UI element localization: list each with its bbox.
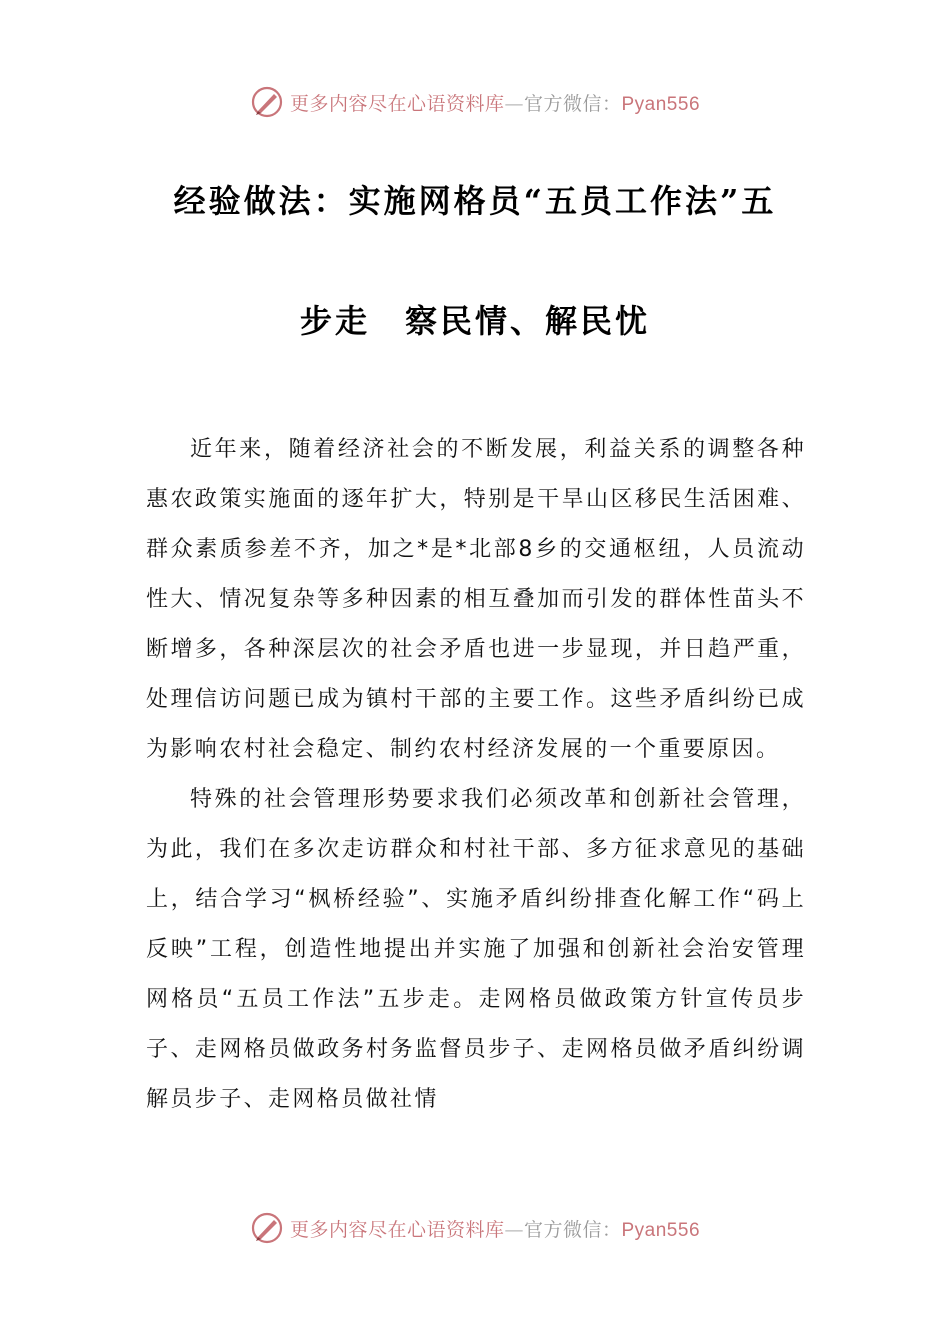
paragraph-1: 近年来，随着经济社会的不断发展，利益关系的调整各种惠农政策实施面的逐年扩大，特别是干旱山区移民生活困难、群众素质参差不齐，加之*是*北部8乡的交通枢纽，人员流动性大、情况复杂等多种因素的相互叠加而引发的群体性苗头不断增多，各种深层次的社会矛盾也进一步显现，并日趋严重，处理信访问题已成为镇村干部的主要工作。这些矛盾纠纷已成为影响农村社会稳定、制约农村经济发展的一个重要原因。 (146, 437, 806, 762)
watermark-wechat-id: Pyan556 (621, 93, 701, 115)
watermark-text (290, 1215, 700, 1242)
watermark-separator: — (504, 1218, 524, 1241)
document-title-line-1: 经验做法：实施网格员“五员工作法”五 (173, 182, 777, 220)
document-body (146, 425, 806, 1125)
watermark-label: 官方微信： (523, 92, 622, 115)
document-title-line-2: 步走 察民情、解民忧 (299, 302, 650, 340)
footer-watermark (0, 1208, 950, 1248)
watermark-separator: — (504, 92, 524, 115)
watermark-site: 更多内容尽在心语资料库 (289, 92, 505, 115)
watermark-label: 官方微信： (523, 1218, 622, 1241)
watermark-site: 更多内容尽在心语资料库 (289, 1218, 505, 1241)
pen-logo-icon (250, 1211, 284, 1245)
header-watermark (0, 82, 950, 122)
paragraph-2: 特殊的社会管理形势要求我们必须改革和创新社会管理，为此，我们在多次走访群众和村社干部、多方征求意见的基础上，结合学习“枫桥经验”、实施矛盾纠纷排查化解工作“码上反映”工程，创造性地提出并实施了加强和创新社会治安管理网格员“五员工作法”五步走。走网格员做政策方针宣传员步子、走网格员做政务村务监督员步子、走网格员做矛盾纠纷调解员步子、走网格员做社情 (146, 787, 806, 1112)
watermark-text (290, 89, 700, 116)
watermark-wechat-id: Pyan556 (621, 1219, 701, 1241)
pen-logo-icon (250, 85, 284, 119)
